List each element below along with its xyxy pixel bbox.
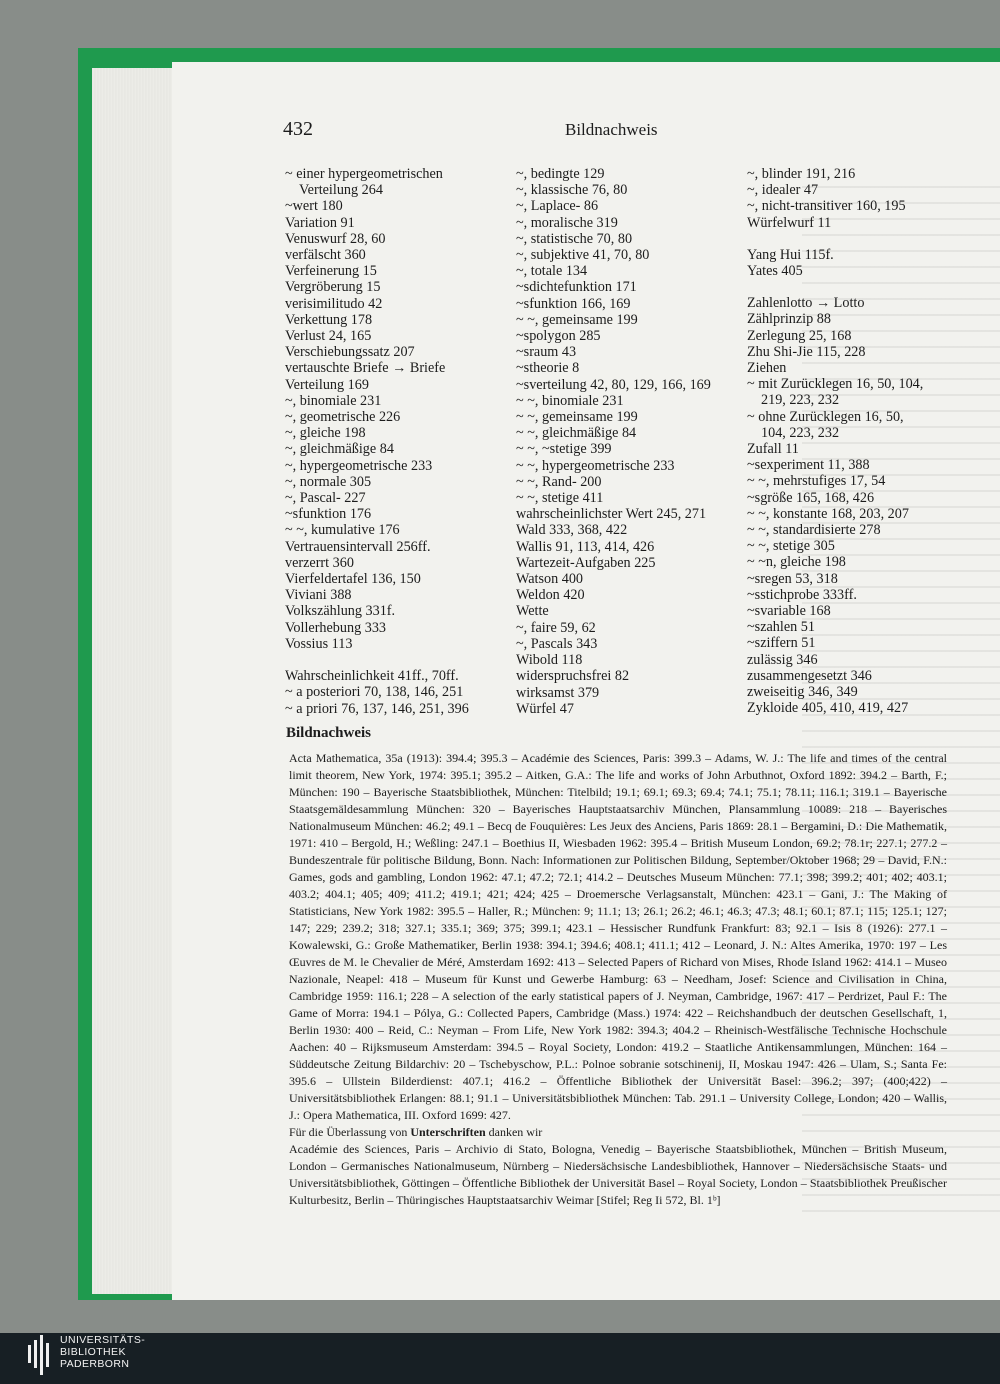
index-entry: Wald 333, 368, 422 (516, 522, 628, 539)
index-entry: Verteilung 264 (299, 182, 383, 199)
index-entry: ~ ~, gemeinsame 199 (516, 409, 638, 426)
index-entry: ~, bedingte 129 (516, 166, 605, 182)
index-entry: zweiseitig 346, 349 (747, 684, 858, 701)
index-entry: ~sziffern 51 (747, 635, 816, 652)
index-entry: ~, geometrische 226 (285, 409, 401, 426)
index-entry: widerspruchsfrei 82 (516, 668, 630, 685)
index-entry: verisimilitudo 42 (285, 295, 383, 312)
index-entry: ~ ~, ~stetige 399 (516, 441, 612, 458)
index-entry: ~sdichtefunktion 171 (516, 279, 637, 296)
index-entry: ~, gleiche 198 (285, 425, 366, 442)
index-entry: Verfeinerung 15 (285, 263, 377, 280)
index-entry: zusammengesetzt 346 (747, 667, 872, 684)
index-entry: ~, hypergeometrische 233 (285, 457, 433, 474)
library-logo-icon (28, 1335, 50, 1375)
picture-credits (289, 750, 947, 1209)
index-entry: Wallis 91, 113, 414, 426 (516, 538, 655, 555)
index-entry: Zykloide 405, 410, 419, 427 (747, 700, 909, 717)
signatures-intro-bold: Unterschriften (410, 1125, 486, 1139)
index-spacer (747, 231, 923, 247)
library-footer (0, 1333, 1000, 1384)
index-entry: ~ ohne Zurücklegen 16, 50, (747, 408, 904, 425)
index-entry: ~, binomiale 231 (285, 392, 382, 409)
index-entry: Venuswurf 28, 60 (285, 230, 386, 247)
index-entry: Wette (516, 603, 549, 620)
index-entry: vertauschte Briefe → Briefe (285, 360, 446, 377)
index-entry: ~, statistische 70, 80 (516, 230, 633, 247)
index-entry: zulässig 346 (747, 651, 818, 668)
index-entry: ~, subjektive 41, 70, 80 (516, 247, 650, 264)
index-entry: ~ a posteriori 70, 138, 146, 251 (285, 684, 464, 701)
index-spacer (285, 652, 469, 668)
index-entry: ~ ~, mehrstufiges 17, 54 (747, 473, 886, 490)
index-entry: ~ ~, konstante 168, 203, 207 (747, 505, 909, 522)
index-entry: Vollerhebung 333 (285, 619, 387, 636)
index-entry: verfälscht 360 (285, 247, 366, 264)
credits-paragraph: Acta Mathematica, 35a (1913): 394.4; 395.3 – Académie des Sciences, Paris: 399.3 – Adams, W. J.: The life and times of the central limit theorem, New York, 1974: 395.1; 395.2 – Aitken, G.A.: The life and works of John Arbuthnot, Oxford 1892: 394.2 – Barth, F.; München: 190 – Bayerische Staatsbibliothek, München: Titelbild; 19.1; 69.1; 69.3; 69.4; 74.1; 75.1; 78.11; 116.1; 319.1 – Bayerische Staatsgemäldesammlung München: 320 – Bayerisches Hauptstaatsarchiv München, Plansammlung 10089: 218 – Bayerisches Nationalmuseum München: 46.2; 49.1 – Becq de Fouquières: Les Jeux des Anciens, Paris 1869: 28.1 – Bergamini, D.: Die Mathematik, 1971: 410 – Bergold, H.; Weßling: 247.1 – Boethius II, Wiesbaden 1962: 395.4 – British Museum London, 69.2; 78.1r; 227.1; 277.2 – Bundeszentrale für politische Bildung, Bonn. Nach: Informationen zur Politischen Bildung, September/Oktober 1968; 29 – David, F.N.: Games, gods and gambling, London 1962: 47.1; 47.2; 72.1; 414.2 – Deutsches Museum München: 77.1; 398; 399.2; 401; 402; 403.1; 403.2; 404.1; 405; 409; 411.2; 419.1; 421; 424; 425 – Droemersche Verlagsanstalt, München: 423.1 – Gani, J.: The Making of Statisticians, New York 1982: 395.5 – Haller, R.; München: 9; 11.1; 13; 26.1; 26.2; 46.1; 46.3; 47.3; 48.1; 60.1; 87.1; 115; 125.1; 127; 147; 229; 239.2; 318; 327.1; 335.1; 369; 375; 399.1; 423.1 – Hessischer Rundfunk Frankfurt: 83; 92.1 – Isis 8 (1926): 277.1 – Kowalewski, G.: Große Mathematiker, Berlin 1938: 394.1; 394.6; 408.1; 411.1; 412 – Leonard, J. N.: Altes Amerika, 1970: 197 – Les Œuvres de M. le Chevalier de Méré, Amsterdam 1692: 413 – Selected Papers of Richard von Mises, Rhode Island 1962: 414.1 – Museo Nazionale, Neapel: 418 – Museum für Kunst und Gewerbe Hamburg: 63 – Needham, Josef: Science and Civilisation in China, Cambridge 1959: 116.1; 228 – A selection of the early statistical papers of J. Neyman, Cambridge, 1967: 417 – Perdrizet, Paul F.: The Game of Morra: 194.1 – Pólya, G.: Collected Papers, Cambridge (Mass.) 1974: 422 – Reichshandbuch der deutschen Gesellschaft, 1, Berlin 1930: 400 – Reid, C.: Neyman – From Life, New York 1982: 394.3; 404.2 – Rheinisch-Westfälische Technische Hochschule Aachen: 40 – Rijksmuseum Amsterdam: 394.5 – Royal Society, London: 419.2 – Staatliche Antikensammlungen, München: 164 – Süddeutsche Zeitung Bildarchiv: 20 – Tschebyschow, P.L.: Polnoe sobranie sotschinenij, II, Moskau 1947: 426 – Ulam, S.; Santa Fe: 395.6 – Ullstein Bilderdienst: 407.1; 416.2 – Öffentliche Bibliothek der Universität Basel: 396.2; 397; (400;422) – Universitätsbibliothek Erlangen: 88.1; 91.1 – Universitätsbibliothek München: Tab. 291.1 – University College, London; 420 – Wallis, J.: Opera Mathematica, III. Oxford 1699: 427. (289, 751, 947, 1122)
index-column-3 (747, 166, 923, 717)
index-entry: ~, moralische 319 (516, 214, 618, 231)
index-entry: ~sfunktion 166, 169 (516, 295, 631, 312)
index-entry: Zerlegung 25, 168 (747, 327, 852, 344)
index-entry: ~, blinder 191, 216 (747, 166, 856, 182)
signatures-intro-text-end: danken wir (485, 1125, 543, 1139)
index-entry: ~ ~, binomiale 231 (516, 392, 624, 409)
index-entry: ~ ~, gleichmäßige 84 (516, 425, 637, 442)
index-entry: Vossius 113 (285, 635, 353, 652)
running-head: Bildnachweis (565, 120, 658, 139)
index-entry: Wahrscheinlichkeit 41ff., 70ff. (285, 668, 459, 685)
index-entry: Watson 400 (516, 571, 584, 588)
index-entry: Zählprinzip 88 (747, 311, 831, 328)
index-entry: Yang Hui 115f. (747, 246, 834, 263)
index-entry: Zhu Shi-Jie 115, 228 (747, 343, 866, 360)
index-entry: ~sregen 53, 318 (747, 570, 838, 587)
index-entry: Zufall 11 (747, 441, 799, 458)
index-entry: Variation 91 (285, 214, 355, 231)
index-entry: ~, Pascal- 227 (285, 490, 366, 507)
index-entry: ~ ~, stetige 411 (516, 490, 604, 507)
index-entry: ~spolygon 285 (516, 328, 601, 345)
index-entry: ~, totale 134 (516, 263, 588, 280)
index-entry: 219, 223, 232 (761, 392, 840, 409)
index-entry: Wibold 118 (516, 652, 583, 669)
index-entry: Würfelwurf 11 (747, 214, 832, 231)
index-entry: verzerrt 360 (285, 554, 354, 571)
index-entry: wahrscheinlichster Wert 245, 271 (516, 506, 707, 523)
index-entry: ~svariable 168 (747, 603, 831, 620)
index-column-2 (516, 166, 711, 717)
index-entry: ~, Laplace- 86 (516, 198, 599, 215)
index-entry: ~ ~, hypergeometrische 233 (516, 457, 675, 474)
index-entry: wirksamst 379 (516, 684, 600, 701)
index-entry: Volkszählung 331f. (285, 603, 396, 620)
logo-line: BIBLIOTHEK (60, 1346, 126, 1358)
index-entry: Yates 405 (747, 263, 803, 280)
index-entry: ~, gleichmäßige 84 (285, 441, 394, 458)
index-entry: Verlust 24, 165 (285, 328, 372, 345)
index-entry: ~ mit Zurücklegen 16, 50, 104, (747, 376, 924, 393)
index-entry: ~ ~, stetige 305 (747, 538, 835, 555)
index-entry: Weldon 420 (516, 587, 585, 604)
index-entry: ~wert 180 (285, 198, 343, 215)
index-entry: Vierfeldertafel 136, 150 (285, 571, 421, 588)
index-entry: ~, klassische 76, 80 (516, 182, 628, 199)
section-heading: Bildnachweis (286, 725, 372, 741)
index-entry: ~ ~, standardisierte 278 (747, 522, 881, 539)
index-entry: Vergröberung 15 (285, 279, 381, 296)
index-entry: ~sverteilung 42, 80, 129, 166, 169 (516, 376, 711, 393)
index-entry: Würfel 47 (516, 700, 574, 717)
index-entry: ~ ~, gemeinsame 199 (516, 311, 638, 328)
signatures-intro-text: Für die Überlassung von (289, 1125, 411, 1139)
index-entry: Verschiebungssatz 207 (285, 344, 415, 361)
index-entry: ~sgröße 165, 168, 426 (747, 489, 875, 506)
index-entry: Verkettung 178 (285, 311, 373, 328)
index-entry: ~sstichprobe 333ff. (747, 586, 857, 603)
index-entry: ~, idealer 47 (747, 182, 819, 199)
index-entry: ~, normale 305 (285, 473, 372, 490)
index-entry: ~stheorie 8 (516, 360, 580, 377)
index-entry: ~ einer hypergeometrischen (285, 166, 443, 182)
index-entry: ~ a priori 76, 137, 146, 251, 396 (285, 700, 469, 717)
index-entry: ~sraum 43 (516, 344, 577, 361)
index-spacer (747, 279, 923, 295)
index-entry: Verteilung 169 (285, 376, 369, 393)
index-entry: Wartezeit-Aufgaben 225 (516, 554, 656, 571)
index-entry: Vertrauensintervall 256ff. (285, 538, 431, 555)
signatures-paragraph: Académie des Sciences, Paris – Archivio di Stato, Bologna, Venedig – Bayerische Staatsbibliothek, München – British Museum, London – Germanisches Nationalmuseum, Nürnberg – Niedersächsische Landesbibliothek, Hannover – Niedersächsische Staats- und Universitätsbibliothek, Göttingen – Öffentliche Bibliothek der Universität Basel – Royal Society, London – Staatsbibliothek Preußischer Kulturbesitz, Berlin – Thüringisches Hauptstaatsarchiv Weimar [Stifel; Reg Ii 572, Bl. 1ᵇ] (289, 1142, 947, 1207)
logo-line: PADERBORN (60, 1358, 130, 1370)
index-entry: Zahlenlotto → Lotto (747, 295, 865, 312)
signatures-intro (289, 1124, 947, 1141)
index-entry: ~sfunktion 176 (285, 506, 372, 523)
index-entry: Ziehen (747, 360, 787, 377)
logo-line: UNIVERSITÄTS- (60, 1334, 146, 1346)
index-entry: ~ ~, kumulative 176 (285, 522, 400, 539)
index-entry: ~, faire 59, 62 (516, 619, 596, 636)
index-entry: ~, nicht-transitiver 160, 195 (747, 198, 906, 215)
index-entry: ~sexperiment 11, 388 (747, 457, 870, 474)
page-number: 432 (283, 118, 313, 140)
index-entry: ~szahlen 51 (747, 619, 815, 636)
index-column-1 (285, 166, 469, 717)
library-logo-text (60, 1334, 145, 1370)
index-entry: Viviani 388 (285, 587, 352, 604)
index-entry: ~ ~n, gleiche 198 (747, 554, 846, 571)
index-entry: ~, Pascals 343 (516, 635, 598, 652)
index-entry: ~ ~, Rand- 200 (516, 473, 602, 490)
index-entry: 104, 223, 232 (761, 424, 840, 441)
